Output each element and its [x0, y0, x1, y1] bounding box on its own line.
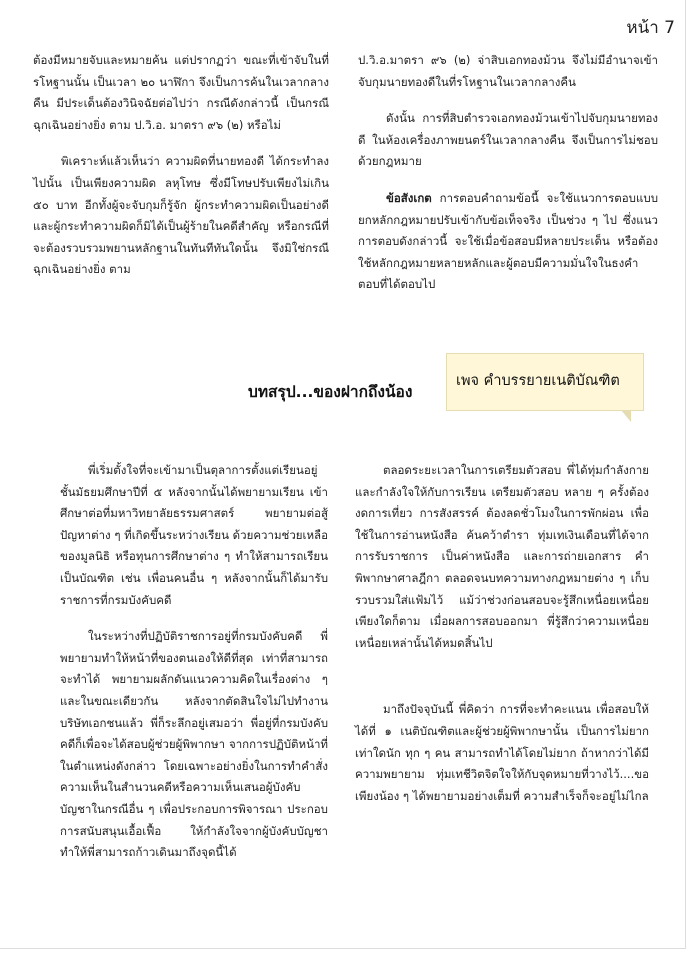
- bottom-right-paragraph-2: มาถึงปัจจุบันนี้ พี่คิดว่า การที่จะทำคะแนน เพื่อสอบให้ได้ที่ ๑ เนติบัณฑิตและผู้ช่วยผู้พิพากษานั้น เป็นการไม่ยากเท่าใดนัก ทุก ๆ คน สามารถทำได้โดยไม่ยาก ถ้าหากว่าได้มีความพยายาม ทุ่มเทชีวิตจิตใจให้กับจุดหมายที่วางไว้....ขอเพียงน้อง ๆ ได้พยายามอย่างเต็มที่ ความสำเร็จก็จะอยู่ไม่ไกล: [355, 702, 649, 803]
- author-tag: เพจ คำบรรยายเนติบัณฑิต: [456, 373, 620, 389]
- bottom-left-column: [60, 460, 328, 864]
- author-tag-box: [446, 353, 644, 411]
- top-right-paragraph-2: ดังนั้น การที่สิบตำรวจเอกทองม้วนเข้าไปจับกุมนายทองดี ในห้องเครื่องภาพยนตร์ในเวลากลางคืน จึงเป็นการไม่ชอบด้วยกฎหมาย: [358, 111, 658, 169]
- top-right-note: [358, 188, 658, 296]
- note-text: การตอบคำถามข้อนี้ จะใช้แนวการตอบแบบยกหลักกฎหมายปรับเข้ากับข้อเท็จจริง เป็นช่วง ๆ ไป ซึ่งแนวการตอบดังกล่าวนี้ จะใช้เมื่อข้อสอบมีหลายประเด็น หรือต้องใช้หลักกฎหมายหลายหลักและผู้ตอบมีความมั่นใจในธงคำตอบที่ได้ตอบไป: [358, 190, 658, 292]
- top-left-paragraph-1: ต้องมีหมายจับและหมายค้น แต่ปรากฏว่า ขณะที่เข้าจับในที่รโหฐานนั้น เป็นเวลา ๒๐ นาฬิกา จึงเป็นการค้นในเวลากลางคืน มีประเด็นต้องวินิจฉัยต่อไปว่า กรณีดังกล่าวนี้ เป็นกรณีฉุกเฉินอย่างยิ่ง ตาม ป.วิ.อ. มาตรา ๙๖ (๒) หรือไม่: [33, 53, 329, 132]
- bottom-right-column: [355, 460, 649, 807]
- top-right-column: [358, 50, 658, 296]
- bottom-right-paragraph-1: ตลอดระยะเวลาในการเตรียมตัวสอบ พี่ได้ทุ่มกำลังกายและกำลังใจให้กับการเรียน เตรียมตัวสอบ หลาย ๆ ครั้งต้องงดการเที่ยว การสังสรรค์ ต้องลดชั่วโมงในการพักผ่อน เพื่อใช้ในการอ่านหนังสือ ค้นคว้าตำรา ทุ่มเทเงินเดือนที่ได้จากการรับราชการ เป็นค่าหนังสือ และการถ่ายเอกสาร คำพิพากษาศาลฎีกา ตลอดจนบทความทางกฎหมายต่าง ๆ เก็บรวบรวมใส่แฟ้มไว้ แม้ว่าช่วงก่อนสอบจะรู้สึกเหนื่อยเหนื่อยเพียงใดก็ตาม เมื่อผลการสอบออกมา พี่รู้สึกว่าความเหนื่อยเหนื่อยเหล่านั้นได้หมดสิ้นไป: [355, 463, 649, 650]
- top-left-column: [33, 50, 329, 281]
- section-title: บทสรุป...ของฝากถึงน้อง: [248, 383, 413, 401]
- bottom-left-paragraph-2: ในระหว่างที่ปฏิบัติราชการอยู่ที่กรมบังคับคดี พี่พยายามทำให้หน้าที่ของตนเองให้ดีที่สุด เท่าที่สามารถจะทำได้ พยายามผลักดันแนวความคิดในเรื่องต่าง ๆ และในขณะเดียวกัน หลังจากตัดสินใจไม่ไปทำงานบริษัทเอกชนแล้ว พี่ก็ระลึกอยู่เสมอว่า พี่อยู่ที่กรมบังคับคดีก็เพื่อจะได้สอบผู้ช่วยผู้พิพากษา จากการปฏิบัติหน้าที่ในตำแหน่งดังกล่าว โดยเฉพาะอย่างยิ่งในการทำคำสั่งความเห็นในสำนวนคดีหรือความเห็นเสนอผู้บังคับบัญชาในกรณีอื่น ๆ เพื่อประกอบการพิจารณา ประกอบการสนับสนุนเอื้อเฟื้อ ให้กำลังใจจากผู้บังคับบัญชา ทำให้พี่สามารถก้าวเดินมาถึงจุดนี้ได้: [60, 629, 328, 860]
- bottom-left-paragraph-1: พี่เริ่มตั้งใจที่จะเข้ามาเป็นตุลาการตั้งแต่เรียนอยู่ชั้นมัธยมศึกษาปีที่ ๕ หลังจากนั้นได้พยายามเรียน เข้าศึกษาต่อที่มหาวิทยาลัยธรรมศาสตร์ พยายามต่อสู้ปัญหาต่าง ๆ ที่เกิดขึ้นระหว่างเรียน ด้วยความช่วยเหลือของมูลนิธิ หรือทุนการศึกษาต่าง ๆ ทำให้สามารถเรียนเป็นบัณฑิต เช่น เพื่อนคนอื่น ๆ หลังจากนั้นก็ได้มารับราชการที่กรมบังคับคดี: [60, 463, 328, 607]
- top-right-paragraph-1: ป.วิ.อ.มาตรา ๙๖ (๒) จ่าสิบเอกทองม้วน จึงไม่มีอำนาจเข้าจับกุมนายทองดีในที่รโหฐานในเวลากลางคืน: [358, 53, 658, 89]
- top-left-paragraph-2: พิเคราะห์แล้วเห็นว่า ความผิดที่นายทองดี ได้กระทำลงไปนั้น เป็นเพียงความผิด ลหุโทษ ซึ่งมีโทษปรับเพียงไม่เกิน ๕๐ บาท อีกทั้งผู้จะจับกุมก็รู้จัก ผู้กระทำความผิดเป็นอย่างดี และผู้กระทำความผิดก็มิได้เป็นผู้ร้ายในคดีสำคัญ หรือกรณีที่จะต้องรวบรวมพยานหลักฐานในทันทีทันใดนั้น จึงมิใช่กรณีฉุกเฉินอย่างยิ่ง ตาม: [33, 154, 329, 277]
- note-label: ข้อสังเกต: [386, 190, 432, 205]
- page-number: หน้า 7: [626, 18, 675, 38]
